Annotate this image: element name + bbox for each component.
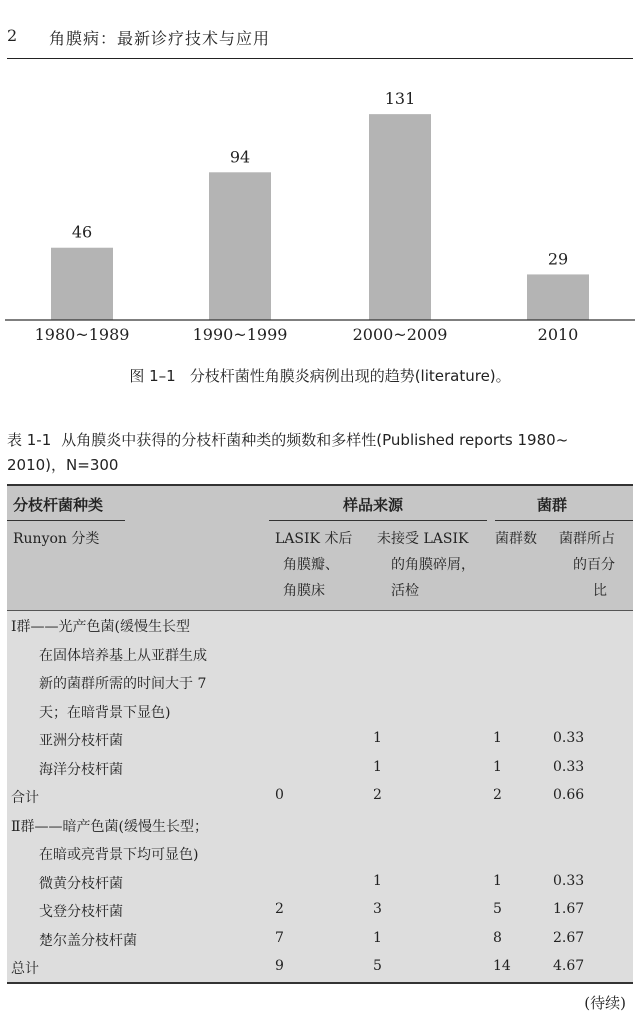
row-9-name: 微黄分枝杆菌 <box>39 875 123 892</box>
row-12-count: 14 <box>493 958 511 974</box>
table-bottom-rule <box>7 982 633 984</box>
row-5-name: 海洋分枝杆菌 <box>39 761 123 778</box>
row-10-percent: 1.67 <box>553 901 585 917</box>
figure-number: 图 1–1 <box>129 367 176 385</box>
row-11-lasik: 7 <box>275 929 284 946</box>
row-10-lasik: 2 <box>275 901 284 917</box>
row-12-name: 总计 <box>11 961 39 977</box>
row-6-name: 合计 <box>11 790 39 806</box>
row-1-name: 在固体培养基上从亚群生成 <box>39 647 207 664</box>
tick-label-2000~2009: 2000~2009 <box>352 325 448 344</box>
table-header-rule <box>7 610 633 611</box>
figure-caption-text: 分枝杆菌性角膜炎病例出现的趋势(literature)。 <box>189 367 511 385</box>
row-7-name: Ⅱ群——暗产色菌(缓慢生长型； <box>11 818 208 835</box>
tick-label-1990~1999: 1990~1999 <box>192 325 288 344</box>
row-10-count: 5 <box>493 901 502 917</box>
row-10-non-lasik: 3 <box>373 901 382 917</box>
tick-label-1980~1989: 1980~1989 <box>34 325 130 344</box>
figure-caption <box>0 365 640 386</box>
header-nonlasik-3: 活检 <box>391 583 419 599</box>
header-lasik-1: LASIK 术后 <box>275 531 353 547</box>
header-runyon: Runyon 分类 <box>13 531 100 547</box>
row-8-name: 在暗或亮背景下均可显色) <box>39 847 199 863</box>
header-lasik-2: 角膜瓣、 <box>283 557 339 573</box>
header-species-underline <box>7 520 125 521</box>
header-species: 分枝杆菌种类 <box>13 496 104 514</box>
header-lasik-3: 角膜床 <box>283 583 325 599</box>
row-6-lasik: 0 <box>275 787 284 803</box>
bar-2010 <box>527 274 589 320</box>
continued-note: (待续) <box>584 994 626 1012</box>
header-colony: 菌群 <box>537 496 568 514</box>
header-nonlasik-1: 未接受 LASIK <box>377 531 469 547</box>
header-source-underline <box>269 520 487 521</box>
data-label-2000~2009: 131 <box>384 89 416 109</box>
bar-1980~1989 <box>51 248 113 320</box>
running-title: 角膜病：最新诊疗技术与应用 <box>49 29 271 48</box>
row-5-percent: 0.33 <box>553 758 585 775</box>
row-11-name: 楚尔盖分枝杆菌 <box>39 932 137 949</box>
header-source: 样品来源 <box>343 496 404 514</box>
table-title-line1: 从角膜炎中获得的分枝杆菌种类的频数和多样性(Published reports 1980~ <box>61 431 569 449</box>
row-11-percent: 2.67 <box>553 929 585 946</box>
page-header <box>7 18 633 59</box>
data-label-2010: 29 <box>547 249 569 269</box>
row-11-count: 8 <box>493 929 502 946</box>
row-6-percent: 0.66 <box>553 787 585 803</box>
row-9-count: 1 <box>493 872 502 889</box>
row-6-non-lasik: 2 <box>373 787 382 803</box>
row-0-name: Ⅰ群——光产色菌(缓慢生长型 <box>11 619 190 635</box>
data-label-1990~1999: 94 <box>229 147 251 167</box>
page-number: 2 <box>7 26 18 45</box>
row-4-name: 亚洲分枝杆菌 <box>39 733 123 749</box>
row-11-non-lasik: 1 <box>373 929 382 946</box>
bar-1990~1999 <box>209 172 271 320</box>
row-10-name: 戈登分枝杆菌 <box>39 904 123 920</box>
bar-2000~2009 <box>369 114 431 320</box>
row-9-percent: 0.33 <box>553 872 585 889</box>
row-6-count: 2 <box>493 787 502 803</box>
header-percent-3: 比 <box>593 583 607 599</box>
table-number: 表 1-1 <box>7 431 52 449</box>
table-title <box>7 428 633 478</box>
data-label-1980~1989: 46 <box>71 222 93 242</box>
row-4-non-lasik: 1 <box>373 730 382 746</box>
row-5-non-lasik: 1 <box>373 758 382 775</box>
row-2-name: 新的菌群所需的时间大于 7 <box>39 676 207 692</box>
header-count: 菌群数 <box>495 531 537 547</box>
header-nonlasik-2: 的角膜碎屑， <box>391 557 475 573</box>
bar-chart <box>0 70 640 360</box>
row-12-non-lasik: 5 <box>373 958 382 974</box>
row-9-non-lasik: 1 <box>373 872 382 889</box>
tick-label-2010: 2010 <box>537 325 579 344</box>
row-4-count: 1 <box>493 730 502 746</box>
row-4-percent: 0.33 <box>553 730 585 746</box>
row-3-name: 天；在暗背景下显色) <box>39 704 171 721</box>
header-percent-1: 菌群所占 <box>559 531 615 547</box>
table-title-line2: 2010)，N=300 <box>7 456 119 474</box>
row-12-lasik: 9 <box>275 958 284 974</box>
data-table <box>7 484 633 984</box>
row-5-count: 1 <box>493 758 502 775</box>
row-12-percent: 4.67 <box>553 958 585 974</box>
header-colony-underline <box>495 520 633 521</box>
header-percent-2: 的百分 <box>573 557 615 573</box>
table-top-rule <box>7 484 633 486</box>
